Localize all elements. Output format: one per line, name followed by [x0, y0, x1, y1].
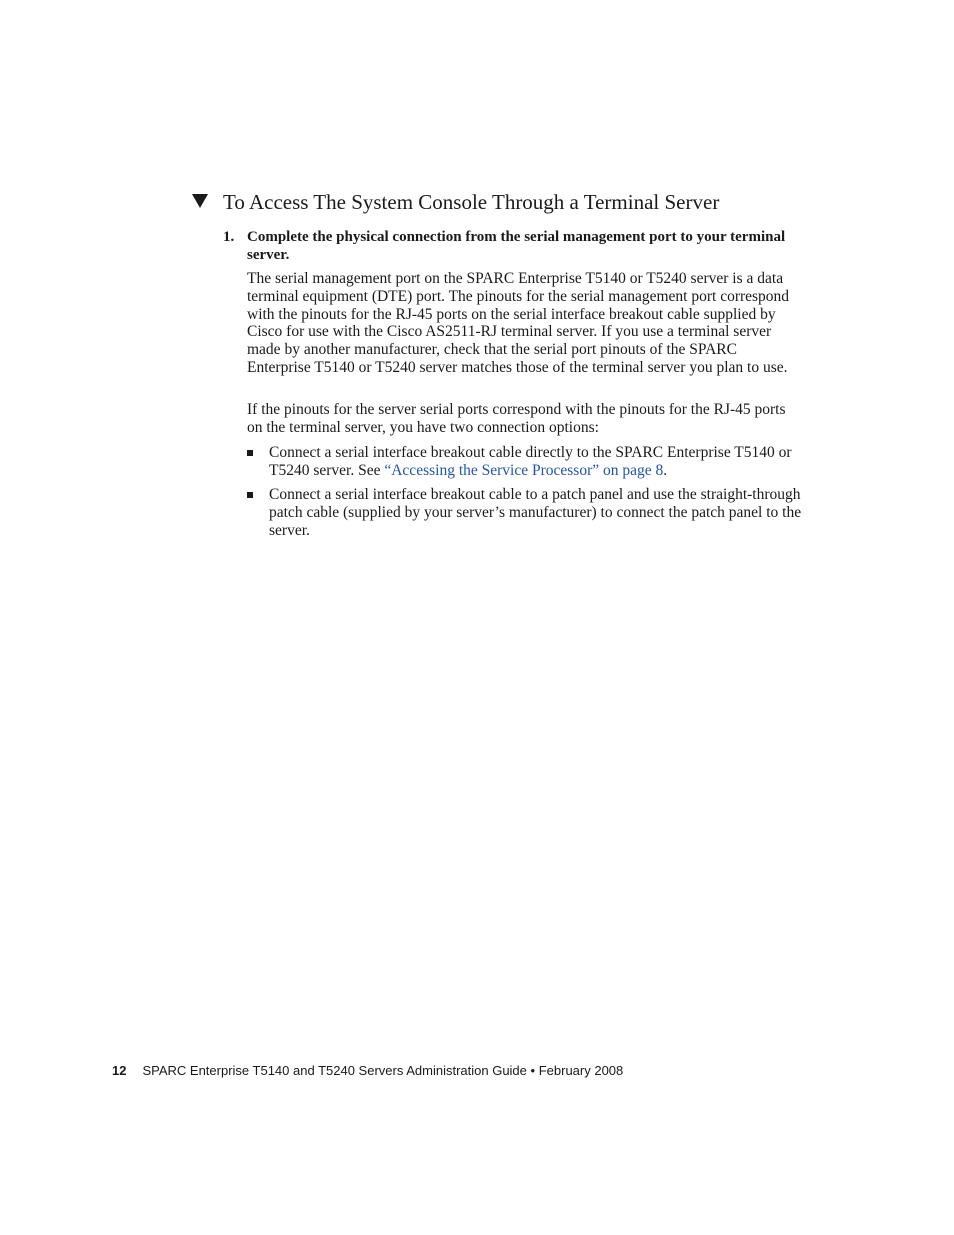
step-number: 1. — [223, 229, 235, 245]
down-triangle-icon — [192, 194, 208, 208]
step-text: Complete the physical connection from the serial management port to your terminal server. — [247, 229, 786, 263]
square-bullet-icon — [247, 450, 253, 456]
list-item-text: Connect a serial interface breakout cable to a patch panel and use the straight-through patch cable (supplied by your server’s manufacturer) to connect the patch panel to the server. — [269, 486, 802, 539]
list-item-text-after: . — [663, 461, 668, 479]
page-number: 12 — [112, 1063, 127, 1078]
section-heading — [192, 188, 832, 216]
list-item-text — [269, 444, 802, 480]
list-item — [247, 444, 802, 480]
list-item — [247, 486, 802, 539]
footer-title: SPARC Enterprise T5140 and T5240 Servers Administration Guide — [142, 1063, 527, 1078]
accessing-service-processor-link[interactable]: “Accessing the Service Processor” on page 8 — [384, 461, 664, 479]
square-bullet-icon — [247, 492, 253, 498]
paragraph-connection-options: If the pinouts for the server serial ports correspond with the pinouts for the RJ-45 ports on the terminal server, you have two connection options: — [247, 401, 786, 436]
footer-separator: • — [530, 1063, 536, 1078]
paragraph-dte-port: The serial management port on the SPARC Enterprise T5140 or T5240 server is a data terminal equipment (DTE) port. The pinouts for the serial management port correspond with the pinouts for the RJ-45 ports on the serial interface breakout cable supplied by Cisco for use with the Cisco AS2511-RJ terminal server. If you use a terminal server made by another manufacturer, check that the serial port pinouts of the SPARC Enterprise T5140 or T5240 server matches those of the terminal server you plan to use. — [247, 270, 790, 376]
step-1 — [223, 228, 803, 264]
page-footer — [112, 1063, 623, 1079]
section-title: To Access The System Console Through a Terminal Server — [223, 190, 720, 214]
list-item-text-before: Connect a serial interface breakout cable directly to the SPARC Enterprise T5140 or T5240 server. See — [269, 444, 792, 479]
footer-date: February 2008 — [538, 1063, 624, 1078]
